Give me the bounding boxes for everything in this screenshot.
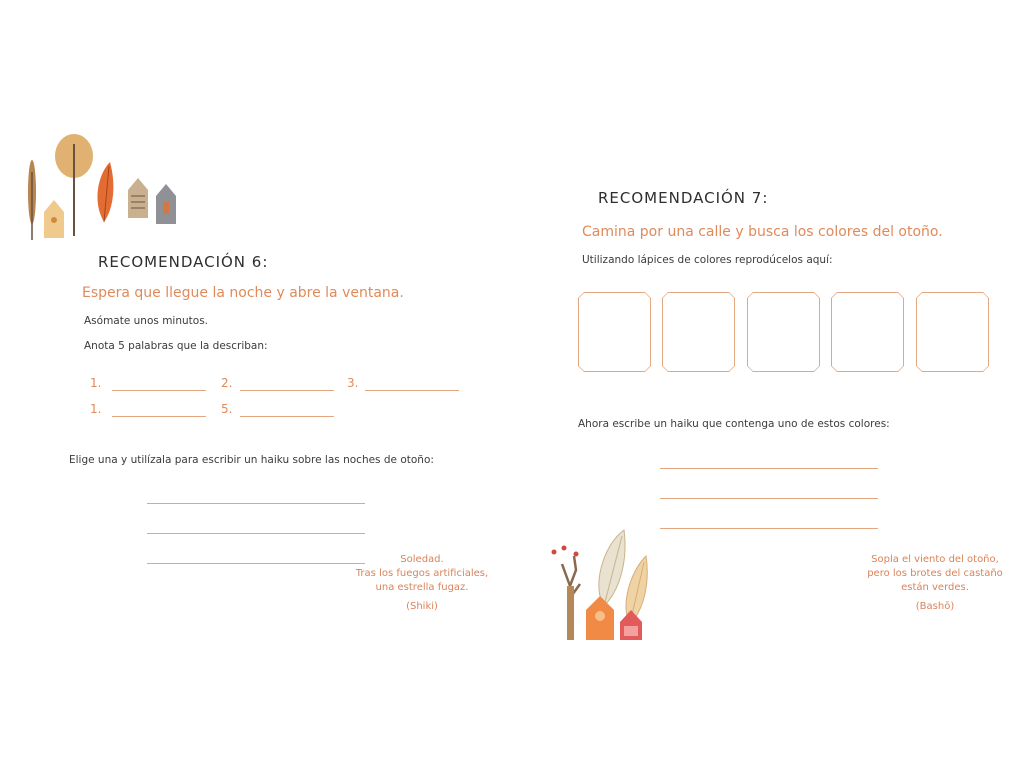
word-number-4: 1. xyxy=(90,402,102,416)
haiku-author: (Shiki) xyxy=(406,601,438,612)
haiku-line-2[interactable] xyxy=(147,533,365,534)
recommendation-6-heading: RECOMENDACIÓN 6: xyxy=(98,253,269,271)
instruction-text-5: Ahora escribe un haiku que contenga uno de estos colores: xyxy=(578,418,890,430)
word-number-1: 1. xyxy=(90,376,102,390)
word-number-2: 2. xyxy=(221,376,233,390)
recommendation-7-instruction: Camina por una calle y busca los colores del otoño. xyxy=(582,224,943,240)
word-line-3[interactable] xyxy=(365,390,459,391)
haiku-line-6[interactable] xyxy=(660,528,878,529)
word-number-5: 5. xyxy=(221,402,233,416)
haiku-text-line: pero los brotes del castaño xyxy=(867,568,1003,579)
color-box-3[interactable] xyxy=(747,292,820,372)
haiku-author: (Bashō) xyxy=(915,601,955,612)
haiku-line-1[interactable] xyxy=(147,503,365,504)
haiku-line-5[interactable] xyxy=(660,498,878,499)
haiku-text-line: Soledad. xyxy=(400,554,444,565)
haiku-text-line: Sopla el viento del otoño, xyxy=(871,554,999,565)
color-box-2[interactable] xyxy=(662,292,735,372)
instruction-text-3: Elige una y utilízala para escribir un haiku sobre las noches de otoño: xyxy=(69,454,434,466)
word-line-1[interactable] xyxy=(112,390,206,391)
instruction-text-2: Anota 5 palabras que la describan: xyxy=(84,340,268,352)
word-number-3: 3. xyxy=(347,376,359,390)
trees-and-houses-illustration xyxy=(22,132,187,244)
haiku-line-4[interactable] xyxy=(660,468,878,469)
branch-leaves-houses-illustration xyxy=(546,526,654,642)
haiku-text-line: Tras los fuegos artificiales, xyxy=(355,568,489,579)
color-box-4[interactable] xyxy=(831,292,904,372)
haiku-text-line: están verdes. xyxy=(901,582,969,593)
word-line-5[interactable] xyxy=(240,416,334,417)
color-box-1[interactable] xyxy=(578,292,651,372)
haiku-line-3[interactable] xyxy=(147,563,365,564)
recommendation-7-heading: RECOMENDACIÓN 7: xyxy=(598,189,769,207)
haiku-text-line: una estrella fugaz. xyxy=(375,582,469,593)
basho-haiku xyxy=(862,553,1008,614)
word-line-4[interactable] xyxy=(112,416,206,417)
recommendation-6-instruction: Espera que llegue la noche y abre la ventana. xyxy=(82,285,404,301)
instruction-text-4: Utilizando lápices de colores reprodúcelos aquí: xyxy=(582,254,833,266)
word-line-2[interactable] xyxy=(240,390,334,391)
instruction-text-1: Asómate unos minutos. xyxy=(84,315,209,327)
color-box-5[interactable] xyxy=(916,292,989,372)
shiki-haiku xyxy=(352,553,492,614)
